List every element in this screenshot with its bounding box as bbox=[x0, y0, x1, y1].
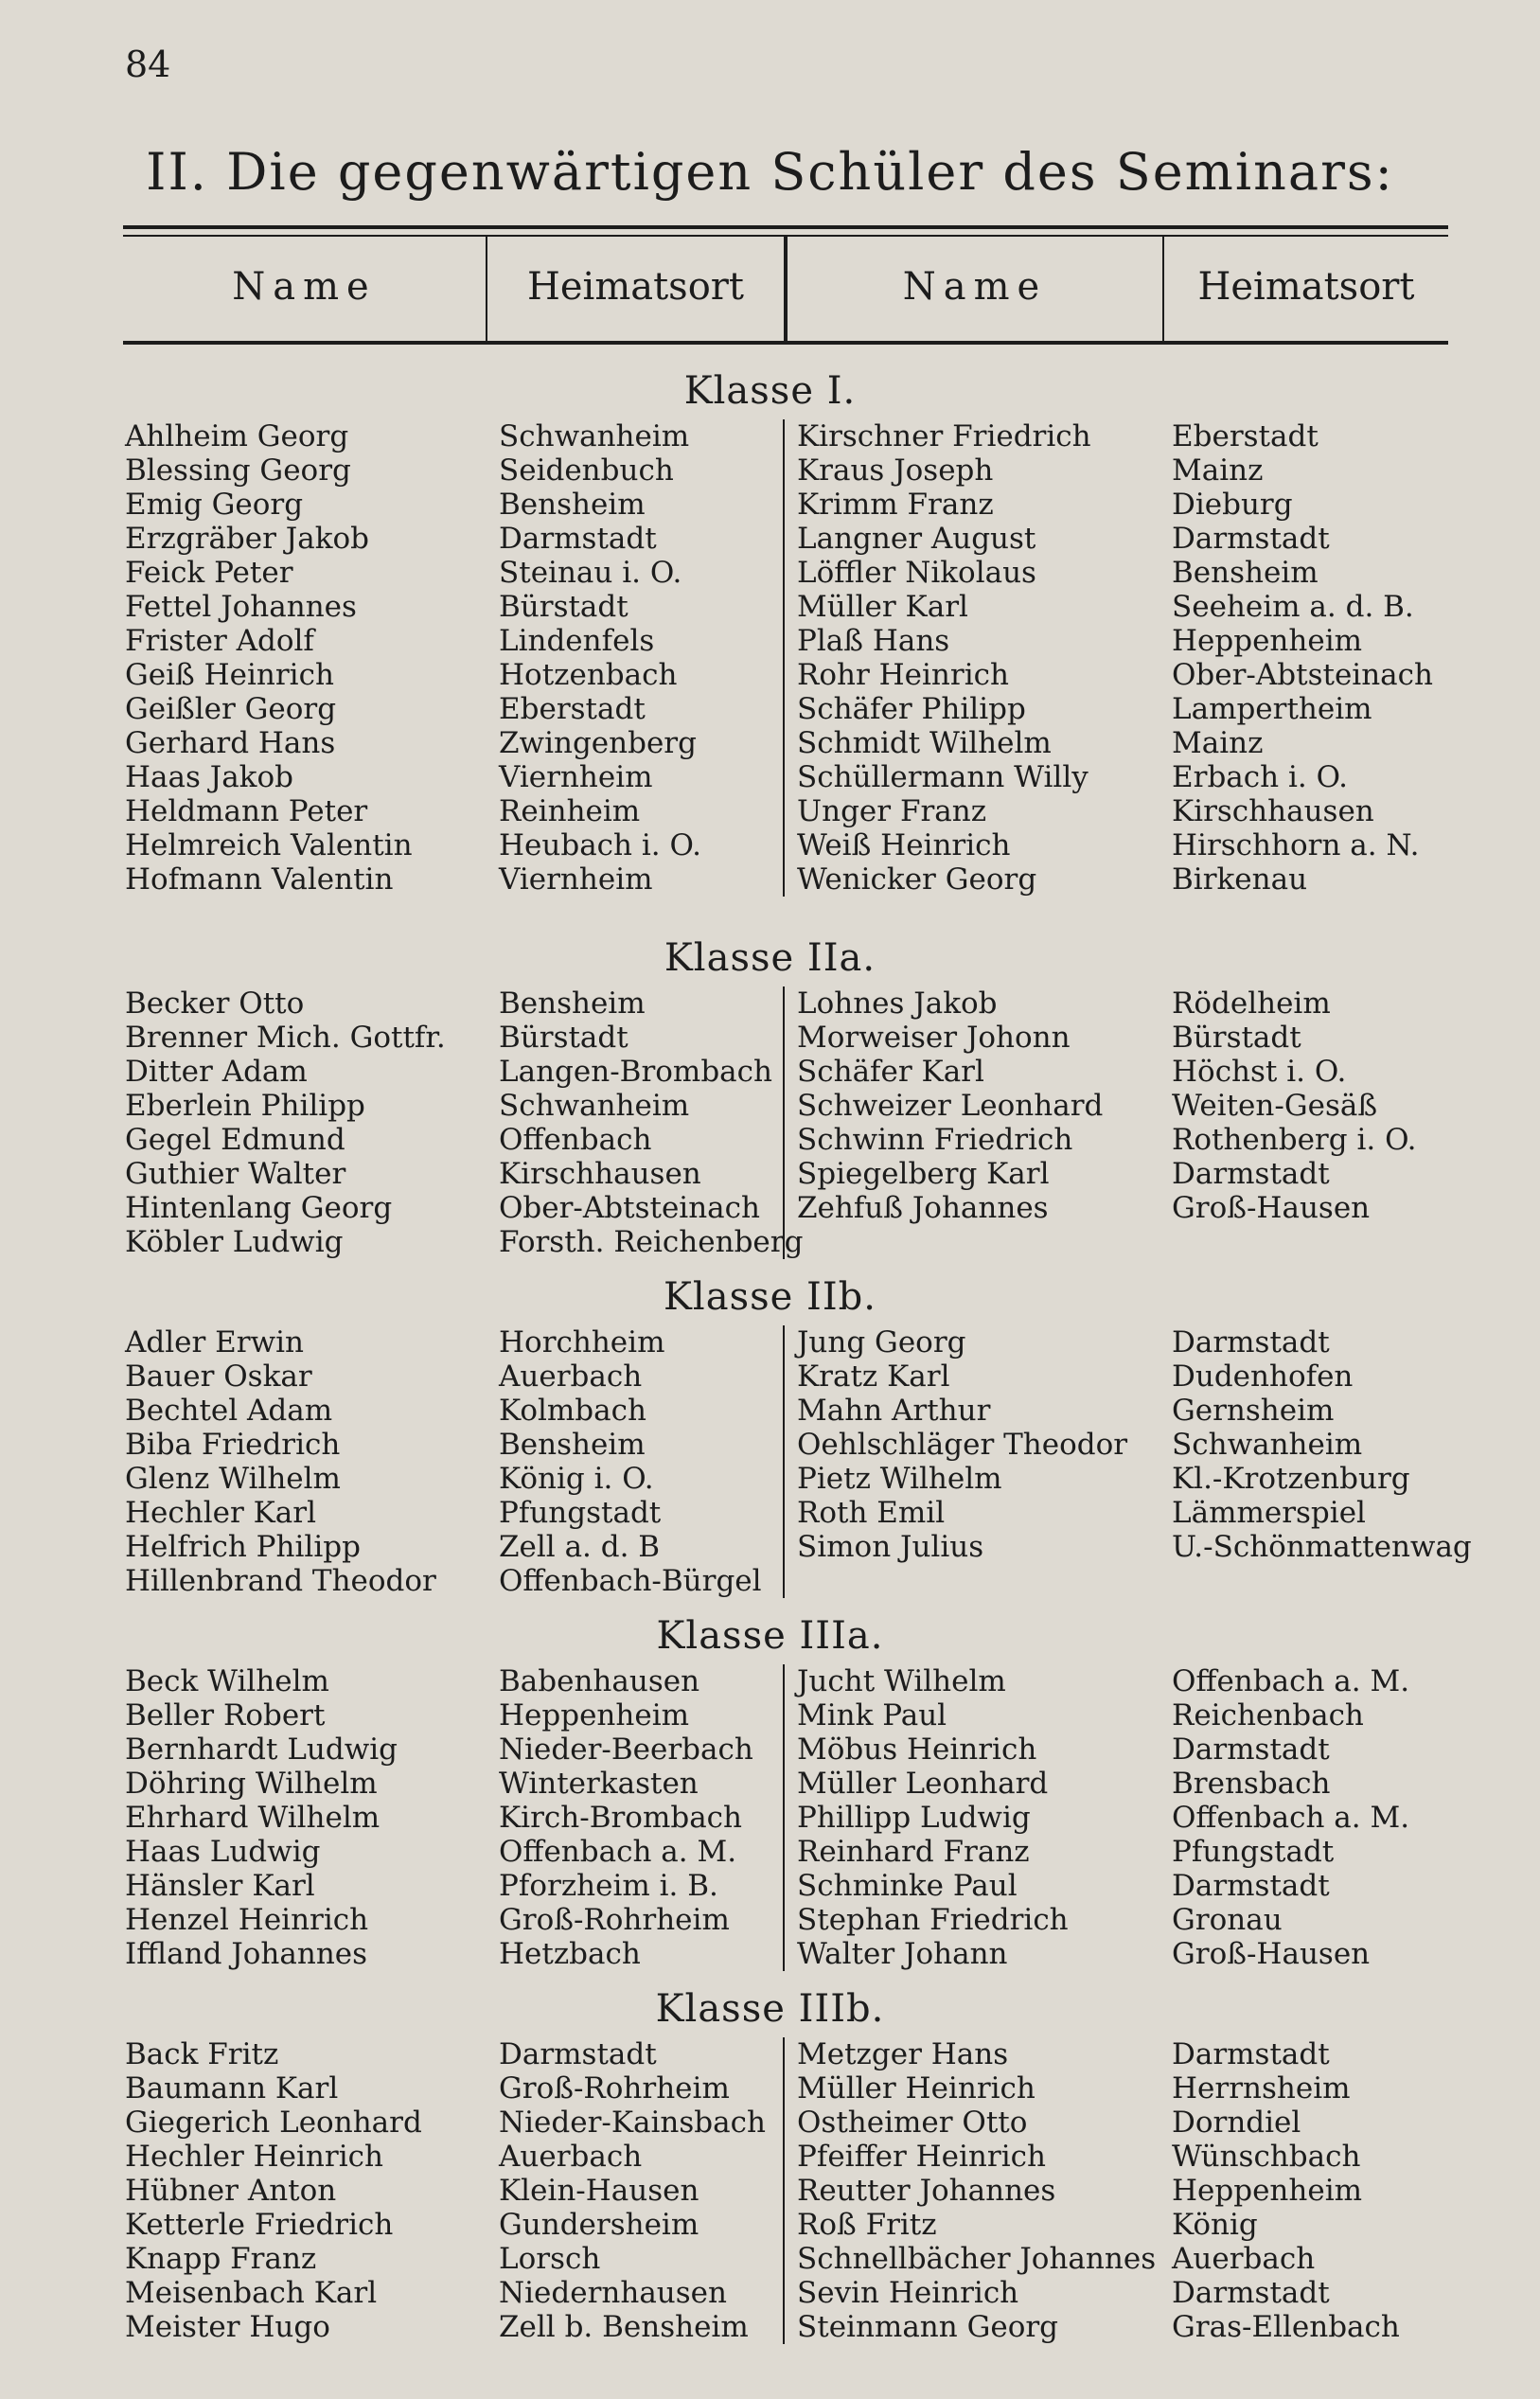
student-name: Biba Friedrich bbox=[125, 1428, 341, 1462]
student-name: Helfrich Philipp bbox=[125, 1530, 361, 1564]
student-hometown: Auerbach bbox=[499, 2140, 643, 2174]
table-row bbox=[0, 2208, 1540, 2242]
table-row bbox=[0, 726, 1540, 760]
table-row bbox=[0, 2140, 1540, 2174]
student-name: Schäfer Philipp bbox=[797, 692, 1026, 726]
student-hometown: Darmstadt bbox=[1172, 1869, 1330, 1903]
student-hometown: Schwanheim bbox=[1172, 1428, 1363, 1462]
table-row bbox=[0, 1191, 1540, 1225]
table-row bbox=[0, 1801, 1540, 1835]
table-row bbox=[0, 760, 1540, 794]
student-name: Kirschner Friedrich bbox=[797, 419, 1091, 453]
student-name: Geiß Heinrich bbox=[125, 658, 334, 692]
student-hometown: Eberstadt bbox=[499, 692, 646, 726]
table-row bbox=[0, 794, 1540, 828]
student-hometown: Lorsch bbox=[499, 2242, 601, 2276]
student-hometown: Mainz bbox=[1172, 453, 1264, 488]
student-name: Hillenbrand Theodor bbox=[125, 1564, 436, 1598]
table-row bbox=[0, 1123, 1540, 1157]
student-name: Bechtel Adam bbox=[125, 1394, 333, 1428]
class-rows bbox=[0, 2037, 1540, 2344]
student-hometown: König bbox=[1172, 2208, 1258, 2242]
student-name: Heldmann Peter bbox=[125, 794, 368, 828]
student-hometown: Groß-Rohrheim bbox=[499, 2071, 730, 2106]
student-name: Glenz Wilhelm bbox=[125, 1462, 341, 1496]
student-name: Schüllermann Willy bbox=[797, 760, 1089, 794]
student-name: Jucht Wilhelm bbox=[797, 1664, 1006, 1698]
class-heading: Klasse IIIb. bbox=[655, 1987, 885, 2031]
student-name: Schnellbächer Johannes bbox=[797, 2242, 1157, 2276]
student-hometown: Erbach i. O. bbox=[1172, 760, 1349, 794]
student-hometown: König i. O. bbox=[499, 1462, 654, 1496]
student-name: Helmreich Valentin bbox=[125, 828, 413, 862]
student-name: Baumann Karl bbox=[125, 2071, 339, 2106]
column-header-hometown: Heimatsort bbox=[526, 265, 744, 309]
header-rule-top bbox=[123, 225, 1448, 229]
student-hometown: Rödelheim bbox=[1172, 986, 1331, 1021]
student-name: Knapp Franz bbox=[125, 2242, 317, 2276]
student-name: Unger Franz bbox=[797, 794, 987, 828]
student-name: Geißler Georg bbox=[125, 692, 337, 726]
student-name: Morweiser Johonn bbox=[797, 1021, 1071, 1055]
student-name: Gegel Edmund bbox=[125, 1123, 345, 1157]
student-name: Hechler Karl bbox=[125, 1496, 317, 1530]
table-row bbox=[0, 1767, 1540, 1801]
student-hometown: Bürstadt bbox=[1172, 1021, 1301, 1055]
student-hometown: Hirschhorn a. N. bbox=[1172, 828, 1420, 862]
class-heading: Klasse IIb. bbox=[664, 1275, 876, 1319]
student-name: Weiß Heinrich bbox=[797, 828, 1011, 862]
student-hometown: Groß-Hausen bbox=[1172, 1191, 1371, 1225]
class-rows bbox=[0, 1325, 1540, 1598]
table-row bbox=[0, 1021, 1540, 1055]
student-hometown: Gundersheim bbox=[499, 2208, 699, 2242]
student-name: Möbus Heinrich bbox=[797, 1733, 1037, 1767]
table-row bbox=[0, 1733, 1540, 1767]
table-row bbox=[0, 1564, 1540, 1598]
table-row bbox=[0, 1937, 1540, 1971]
student-name: Eberlein Philipp bbox=[125, 1089, 365, 1123]
table-row bbox=[0, 1325, 1540, 1359]
column-header-name: Name bbox=[902, 265, 1048, 309]
student-name: Meister Hugo bbox=[125, 2310, 330, 2344]
student-hometown: Auerbach bbox=[1172, 2242, 1316, 2276]
student-name: Henzel Heinrich bbox=[125, 1903, 369, 1937]
table-row bbox=[0, 1157, 1540, 1191]
table-row bbox=[0, 1903, 1540, 1937]
student-hometown: Offenbach a. M. bbox=[1172, 1801, 1410, 1835]
student-name: Jung Georg bbox=[797, 1325, 966, 1359]
header-rule-bottom bbox=[123, 341, 1448, 345]
table-row bbox=[0, 1835, 1540, 1869]
student-name: Lohnes Jakob bbox=[797, 986, 998, 1021]
student-name: Adler Erwin bbox=[125, 1325, 305, 1359]
student-name: Guthier Walter bbox=[125, 1157, 346, 1191]
table-row bbox=[0, 453, 1540, 488]
student-name: Schminke Paul bbox=[797, 1869, 1018, 1903]
student-name: Löffler Nikolaus bbox=[797, 556, 1036, 590]
table-row bbox=[0, 1394, 1540, 1428]
column-header-name: Name bbox=[232, 265, 377, 309]
student-name: Feick Peter bbox=[125, 556, 293, 590]
student-hometown: Nieder-Kainsbach bbox=[499, 2106, 766, 2140]
student-name: Köbler Ludwig bbox=[125, 1225, 344, 1259]
table-row bbox=[0, 488, 1540, 522]
class-rows bbox=[0, 1664, 1540, 1971]
student-hometown: Reichenbach bbox=[1172, 1698, 1364, 1733]
student-hometown: Lampertheim bbox=[1172, 692, 1372, 726]
table-row bbox=[0, 1869, 1540, 1903]
student-name: Haas Jakob bbox=[125, 760, 293, 794]
page-number: 84 bbox=[125, 44, 171, 85]
student-name: Meisenbach Karl bbox=[125, 2276, 378, 2310]
student-name: Ostheimer Otto bbox=[797, 2106, 1028, 2140]
student-name: Müller Karl bbox=[797, 590, 968, 624]
student-hometown: Forsth. Reichenberg bbox=[499, 1225, 804, 1259]
student-name: Brenner Mich. Gottfr. bbox=[125, 1021, 446, 1055]
table-row bbox=[0, 1664, 1540, 1698]
table-row bbox=[0, 2310, 1540, 2344]
student-hometown: Steinau i. O. bbox=[499, 556, 682, 590]
student-name: Stephan Friedrich bbox=[797, 1903, 1069, 1937]
class-section bbox=[0, 1981, 1540, 2344]
student-hometown: Offenbach a. M. bbox=[499, 1835, 737, 1869]
student-name: Hänsler Karl bbox=[125, 1869, 315, 1903]
table-row bbox=[0, 986, 1540, 1021]
student-name: Kratz Karl bbox=[797, 1359, 950, 1394]
student-name: Schwinn Friedrich bbox=[797, 1123, 1073, 1157]
student-name: Ahlheim Georg bbox=[125, 419, 349, 453]
student-hometown: Hotzenbach bbox=[499, 658, 678, 692]
table-row bbox=[0, 590, 1540, 624]
student-hometown: Gronau bbox=[1172, 1903, 1283, 1937]
student-hometown: Darmstadt bbox=[1172, 1157, 1330, 1191]
student-hometown: Darmstadt bbox=[499, 522, 657, 556]
student-name: Kraus Joseph bbox=[797, 453, 994, 488]
student-hometown: Horchheim bbox=[499, 1325, 665, 1359]
student-name: Emig Georg bbox=[125, 488, 304, 522]
table-row bbox=[0, 2174, 1540, 2208]
student-hometown: Rothenberg i. O. bbox=[1172, 1123, 1417, 1157]
student-name: Pietz Wilhelm bbox=[797, 1462, 1002, 1496]
table-row bbox=[0, 1089, 1540, 1123]
student-name: Beller Robert bbox=[125, 1698, 326, 1733]
class-heading: Klasse IIa. bbox=[664, 936, 876, 980]
table-row bbox=[0, 1496, 1540, 1530]
student-hometown: Babenhausen bbox=[499, 1664, 700, 1698]
class-section bbox=[0, 1608, 1540, 1971]
class-section bbox=[0, 1269, 1540, 1598]
table-row bbox=[0, 2276, 1540, 2310]
student-name: Steinmann Georg bbox=[797, 2310, 1059, 2344]
student-hometown: Zwingenberg bbox=[499, 726, 697, 760]
student-hometown: Darmstadt bbox=[1172, 2276, 1330, 2310]
student-name: Müller Heinrich bbox=[797, 2071, 1036, 2106]
table-row bbox=[0, 2071, 1540, 2106]
student-hometown: Mainz bbox=[1172, 726, 1264, 760]
student-name: Schweizer Leonhard bbox=[797, 1089, 1104, 1123]
student-hometown: Hetzbach bbox=[499, 1937, 641, 1971]
student-name: Sevin Heinrich bbox=[797, 2276, 1019, 2310]
table-row bbox=[0, 556, 1540, 590]
student-hometown: Auerbach bbox=[499, 1359, 643, 1394]
table-row bbox=[0, 1428, 1540, 1462]
student-hometown: Dudenhofen bbox=[1172, 1359, 1354, 1394]
class-heading: Klasse IIIa. bbox=[656, 1614, 884, 1658]
student-name: Spiegelberg Karl bbox=[797, 1157, 1050, 1191]
table-row bbox=[0, 522, 1540, 556]
student-hometown: Kolmbach bbox=[499, 1394, 646, 1428]
table-row bbox=[0, 692, 1540, 726]
table-row bbox=[0, 624, 1540, 658]
student-name: Bernhardt Ludwig bbox=[125, 1733, 398, 1767]
student-name: Phillipp Ludwig bbox=[797, 1801, 1031, 1835]
student-name: Krimm Franz bbox=[797, 488, 994, 522]
student-hometown: Pfungstadt bbox=[499, 1496, 662, 1530]
student-hometown: Heppenheim bbox=[1172, 2174, 1363, 2208]
table-row bbox=[0, 419, 1540, 453]
class-rows bbox=[0, 419, 1540, 897]
student-hometown: Viernheim bbox=[499, 862, 653, 897]
student-hometown: Niedernhausen bbox=[499, 2276, 727, 2310]
student-name: Schmidt Wilhelm bbox=[797, 726, 1052, 760]
student-hometown: Nieder-Beerbach bbox=[499, 1733, 753, 1767]
student-hometown: Ober-Abtsteinach bbox=[1172, 658, 1433, 692]
student-hometown: Viernheim bbox=[499, 760, 653, 794]
student-name: Döhring Wilhelm bbox=[125, 1767, 378, 1801]
student-hometown: Darmstadt bbox=[499, 2037, 657, 2071]
column-header-hometown: Heimatsort bbox=[1197, 265, 1415, 309]
student-hometown: Ober-Abtsteinach bbox=[499, 1191, 760, 1225]
student-hometown: Birkenau bbox=[1172, 862, 1308, 897]
student-hometown: Seeheim a. d. B. bbox=[1172, 590, 1414, 624]
class-section bbox=[0, 930, 1540, 1259]
student-hometown: Herrnsheim bbox=[1172, 2071, 1351, 2106]
class-heading: Klasse I. bbox=[683, 369, 857, 413]
student-hometown: Gernsheim bbox=[1172, 1394, 1335, 1428]
student-name: Mink Paul bbox=[797, 1698, 947, 1733]
student-name: Metzger Hans bbox=[797, 2037, 1009, 2071]
table-row bbox=[0, 1359, 1540, 1394]
student-hometown: Darmstadt bbox=[1172, 1733, 1330, 1767]
student-name: Roth Emil bbox=[797, 1496, 946, 1530]
student-hometown: Pfungstadt bbox=[1172, 1835, 1335, 1869]
student-hometown: Darmstadt bbox=[1172, 2037, 1330, 2071]
student-hometown: Heppenheim bbox=[1172, 624, 1363, 658]
table-row bbox=[0, 2037, 1540, 2071]
student-hometown: Reinheim bbox=[499, 794, 641, 828]
student-hometown: Groß-Rohrheim bbox=[499, 1903, 730, 1937]
student-name: Haas Ludwig bbox=[125, 1835, 321, 1869]
student-hometown: Wünschbach bbox=[1172, 2140, 1361, 2174]
student-hometown: Brensbach bbox=[1172, 1767, 1331, 1801]
student-name: Mahn Arthur bbox=[797, 1394, 991, 1428]
student-name: Simon Julius bbox=[797, 1530, 984, 1564]
student-hometown: Langen-Brombach bbox=[499, 1055, 772, 1089]
student-hometown: U.-Schönmattenwag bbox=[1172, 1530, 1472, 1564]
student-hometown: Winterkasten bbox=[499, 1767, 699, 1801]
student-name: Rohr Heinrich bbox=[797, 658, 1009, 692]
student-name: Gerhard Hans bbox=[125, 726, 336, 760]
student-name: Plaß Hans bbox=[797, 624, 950, 658]
student-name: Hübner Anton bbox=[125, 2174, 337, 2208]
student-name: Hechler Heinrich bbox=[125, 2140, 383, 2174]
student-hometown: Weiten-Gesäß bbox=[1172, 1089, 1378, 1123]
student-name: Roß Fritz bbox=[797, 2208, 937, 2242]
student-name: Reutter Johannes bbox=[797, 2174, 1056, 2208]
table-row bbox=[0, 862, 1540, 897]
student-name: Reinhard Franz bbox=[797, 1835, 1030, 1869]
student-name: Ehrhard Wilhelm bbox=[125, 1801, 381, 1835]
student-name: Walter Johann bbox=[797, 1937, 1008, 1971]
student-name: Beck Wilhelm bbox=[125, 1664, 329, 1698]
table-row bbox=[0, 1530, 1540, 1564]
student-hometown: Offenbach bbox=[499, 1123, 652, 1157]
student-hometown: Zell b. Bensheim bbox=[499, 2310, 749, 2344]
student-name: Zehfuß Johannes bbox=[797, 1191, 1049, 1225]
class-section bbox=[0, 363, 1540, 897]
student-name: Müller Leonhard bbox=[797, 1767, 1049, 1801]
student-hometown: Schwanheim bbox=[499, 1089, 690, 1123]
student-hometown: Darmstadt bbox=[1172, 522, 1330, 556]
student-name: Schäfer Karl bbox=[797, 1055, 984, 1089]
student-hometown: Offenbach-Bürgel bbox=[499, 1564, 762, 1598]
student-hometown: Lindenfels bbox=[499, 624, 655, 658]
student-name: Oehlschläger Theodor bbox=[797, 1428, 1128, 1462]
student-hometown: Groß-Hausen bbox=[1172, 1937, 1371, 1971]
student-name: Wenicker Georg bbox=[797, 862, 1037, 897]
student-name: Frister Adolf bbox=[125, 624, 314, 658]
student-name: Langner August bbox=[797, 522, 1036, 556]
student-hometown: Schwanheim bbox=[499, 419, 690, 453]
student-name: Back Fritz bbox=[125, 2037, 279, 2071]
student-hometown: Kirschhausen bbox=[1172, 794, 1374, 828]
student-hometown: Bürstadt bbox=[499, 590, 628, 624]
student-hometown: Heubach i. O. bbox=[499, 828, 701, 862]
student-name: Hintenlang Georg bbox=[125, 1191, 393, 1225]
student-hometown: Seidenbuch bbox=[499, 453, 674, 488]
student-hometown: Dieburg bbox=[1172, 488, 1293, 522]
student-hometown: Höchst i. O. bbox=[1172, 1055, 1347, 1089]
student-hometown: Zell a. d. B bbox=[499, 1530, 661, 1564]
student-name: Pfeiffer Heinrich bbox=[797, 2140, 1046, 2174]
student-hometown: Dorndiel bbox=[1172, 2106, 1301, 2140]
student-name: Erzgräber Jakob bbox=[125, 522, 369, 556]
table-row bbox=[0, 1055, 1540, 1089]
student-hometown: Darmstadt bbox=[1172, 1325, 1330, 1359]
student-name: Ditter Adam bbox=[125, 1055, 308, 1089]
student-name: Ketterle Friedrich bbox=[125, 2208, 394, 2242]
student-name: Fettel Johannes bbox=[125, 590, 357, 624]
student-name: Becker Otto bbox=[125, 986, 305, 1021]
class-rows bbox=[0, 986, 1540, 1259]
student-hometown: Bensheim bbox=[1172, 556, 1319, 590]
table-row bbox=[0, 1698, 1540, 1733]
student-name: Bauer Oskar bbox=[125, 1359, 312, 1394]
student-name: Giegerich Leonhard bbox=[125, 2106, 422, 2140]
student-hometown: Kirschhausen bbox=[499, 1157, 701, 1191]
table-row bbox=[0, 828, 1540, 862]
page-title: II. Die gegenwärtigen Schüler des Seminars: bbox=[146, 142, 1394, 202]
student-name: Blessing Georg bbox=[125, 453, 351, 488]
student-hometown: Gras-Ellenbach bbox=[1172, 2310, 1400, 2344]
student-name: Iffland Johannes bbox=[125, 1937, 368, 1971]
student-hometown: Bensheim bbox=[499, 986, 646, 1021]
student-name: Hofmann Valentin bbox=[125, 862, 394, 897]
table-row bbox=[0, 2242, 1540, 2276]
student-hometown: Lämmerspiel bbox=[1172, 1496, 1366, 1530]
student-hometown: Pforzheim i. B. bbox=[499, 1869, 718, 1903]
student-hometown: Bürstadt bbox=[499, 1021, 628, 1055]
student-hometown: Kl.-Krotzenburg bbox=[1172, 1462, 1410, 1496]
student-hometown: Bensheim bbox=[499, 1428, 646, 1462]
student-hometown: Bensheim bbox=[499, 488, 646, 522]
table-row bbox=[0, 2106, 1540, 2140]
student-hometown: Klein-Hausen bbox=[499, 2174, 699, 2208]
student-hometown: Kirch-Brombach bbox=[499, 1801, 743, 1835]
table-row bbox=[0, 1462, 1540, 1496]
table-row bbox=[0, 1225, 1540, 1259]
student-hometown: Heppenheim bbox=[499, 1698, 690, 1733]
student-hometown: Offenbach a. M. bbox=[1172, 1664, 1410, 1698]
student-hometown: Eberstadt bbox=[1172, 419, 1319, 453]
table-row bbox=[0, 658, 1540, 692]
